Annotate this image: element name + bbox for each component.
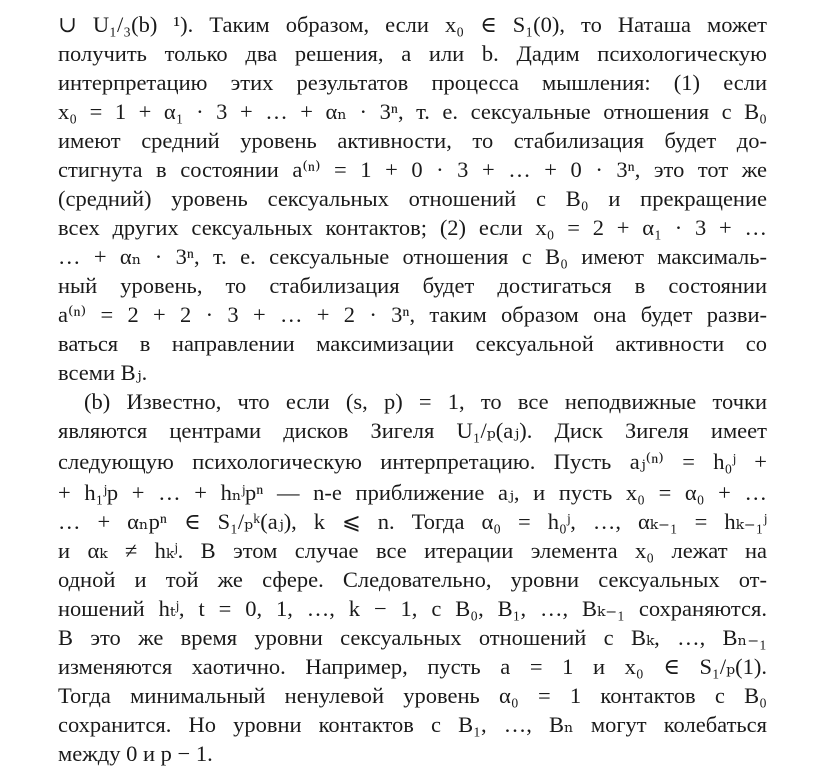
text-line: ный уровень, то стабилизация будет достигаться в состоянии [58,273,767,298]
text-line: a⁽ⁿ⁾ = 2 + 2 · 3 + … + 2 · 3ⁿ, таким образом она будет разви- [58,302,767,327]
text-line: + h₁ʲp + … + hₙʲpⁿ — n-е приближение aⱼ, и пусть x₀ = α₀ + … [58,480,767,505]
text-line: В это же время уровни сексуальных отношений с Bₖ, …, Bₙ₋₁ [58,625,767,650]
text-line: одной и той же сфере. Следовательно, уровни сексуальных от- [58,567,767,592]
paragraph-a [58,10,767,387]
text-line: следующую психологическую интерпретацию. Пусть aⱼ⁽ⁿ⁾ = h₀ʲ + [58,449,767,474]
paragraph-b [58,387,767,768]
text-line: x₀ = 1 + α₁ · 3 + … + αₙ · 3ⁿ, т. е. сексуальные отношения с B₀ [58,99,767,124]
text-line: изменяются хаотично. Например, пусть a = 1 и x₀ ∈ S₁/ₚ(1). [58,654,767,679]
text-line: всех других сексуальных контактов; (2) если x₀ = 2 + α₁ · 3 + … [58,215,767,240]
text-line: получить только два решения, a или b. Дадим психологическую [58,41,767,66]
text-line: ∪ U₁/₃(b) ¹). Таким образом, если x₀ ∈ S₁(0), то Наташа может [58,12,767,37]
text-line: (b) Известно, что если (s, p) = 1, то все неподвижные точки [84,389,767,414]
text-line: Тогда минимальный ненулевой уровень α₀ = 1 контактов с B₀ [58,683,767,708]
text-line: стигнута в состоянии a⁽ⁿ⁾ = 1 + 0 · 3 + … + 0 · 3ⁿ, это тот же [58,157,767,182]
text-line: … + αₙ · 3ⁿ, т. е. сексуальные отношения с B₀ имеют максималь- [58,244,767,269]
text-line: интерпретацию этих результатов процесса мышления: (1) если [58,70,767,95]
text-line: сохранится. Но уровни контактов с B₁, …, Bₙ могут колебаться [58,712,767,737]
text-line: между 0 и p − 1. [58,741,213,766]
text-line: являются центрами дисков Зигеля U₁/ₚ(aⱼ). Диск Зигеля имеет [58,418,767,443]
text-line: ношений hₜʲ, t = 0, 1, …, k − 1, с B₀, B₁, …, Bₖ₋₁ сохраняются. [58,596,767,621]
text-line: и αₖ ≠ hₖʲ. В этом случае все итерации элемента x₀ лежат на [58,538,767,563]
text-line: ваться в направлении максимизации сексуальной активности со [58,331,767,356]
text-line: всеми Bⱼ. [58,360,148,385]
text-line: (средний) уровень сексуальных отношений с B₀ и прекращение [58,186,767,211]
text-line: имеют средний уровень активности, то стабилизация будет до- [58,128,767,153]
text-line: … + αₙpⁿ ∈ S₁/ₚᵏ(aⱼ), k ⩽ n. Тогда α₀ = h₀ʲ, …, αₖ₋₁ = hₖ₋₁ʲ [58,509,767,534]
